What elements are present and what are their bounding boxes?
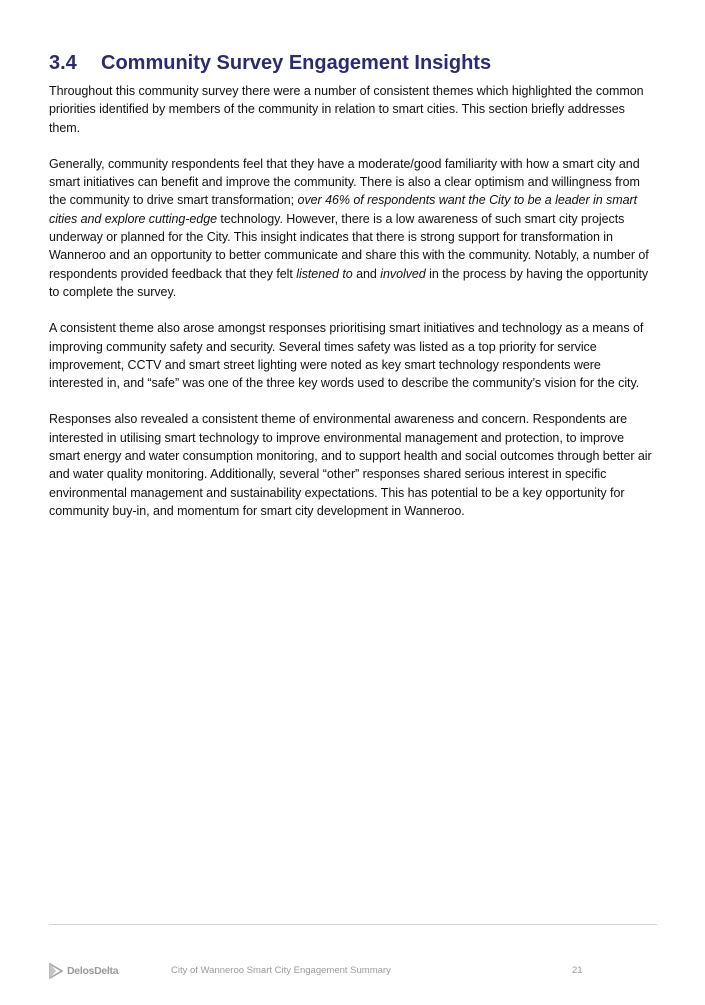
paragraph-safety: A consistent theme also arose amongst responses prioritising smart initiatives and technology as a means of improving community safety and security. Several times safety was listed as a top priority for service improvement, CCTV and smart street lighting were noted as key smart technology respondents were interested in, and “safe” was one of the three key words used to describe the community’s vision for the city. [49,321,644,391]
emphasis-text: involved [380,266,426,281]
logo-wordmark: DelosDelta [67,965,119,977]
paragraph-environment: Responses also revealed a consistent theme of environmental awareness and concern. Respondents are interested in utilising smart technology to improve environmental management and protection, to improve smart energy and water consumption monitoring, and to support health and social outcomes through better air and water quality monitoring. Additionally, several “other” responses shared serious interest in specific environmental management and sustainability expectations. This has potential to be a key opportunity for community buy-in, and momentum for smart city development in Wanneroo. [49,412,652,518]
footer-divider [49,924,657,925]
footer-document-title: City of Wanneroo Smart City Engagement Summary [171,965,391,976]
emphasis-text: over 46% of respondents want the City to be a leader in smart cities and explore cutting-edge [49,193,638,226]
paragraph-familiarity [49,155,657,301]
paragraph-text: technology. However, there is a low awareness of such smart city projects underway or planned for the City. This insight indicates that there is strong support for transformation in Wanneroo and an opportunity to better communicate and share this with the community. Notably, a number of respondents provided feedback that they felt [49,211,649,281]
emphasis-text: listened to [296,266,353,281]
paragraph-text: Generally, community respondents feel that they have a moderate/good familiarity with how a smart city and smart initiatives can benefit and improve the community. There is also a clear optimism and willingness from the community to drive smart transformation; [49,156,640,208]
paragraph-intro: Throughout this community survey there were a number of consistent themes which highlighted the common priorities identified by members of the community in relation to smart cities. This section briefly addresses them. [49,84,644,135]
page-number: 21 [572,965,583,976]
section-title: Community Survey Engagement Insights [101,52,492,74]
delos-delta-logo-icon [49,963,63,979]
section-heading [49,50,659,76]
section-number: 3.4 [49,52,77,74]
section-body [49,82,657,538]
paragraph-text: in the process by having the opportunity to complete the survey. [49,266,649,299]
paragraph-text: and [352,266,381,281]
footer-logo [49,962,118,980]
